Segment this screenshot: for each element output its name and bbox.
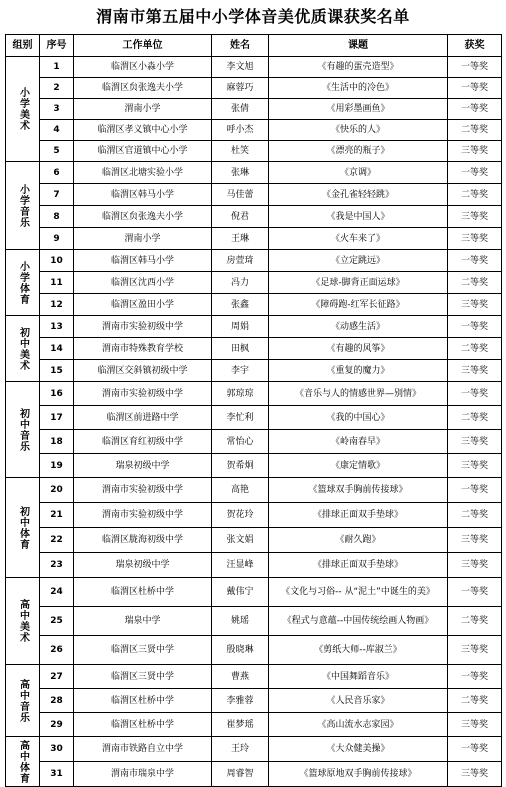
row-award: 三等奖 <box>448 206 502 228</box>
table-row <box>6 57 502 78</box>
row-index: 12 <box>40 294 74 316</box>
row-award: 三等奖 <box>448 294 502 316</box>
row-unit: 临渭区杜桥中学 <box>74 713 212 737</box>
row-index: 31 <box>40 762 74 787</box>
row-index: 9 <box>40 228 74 250</box>
table-row <box>6 78 502 99</box>
row-topic: 《火车来了》 <box>269 228 448 250</box>
row-name: 郭琼琼 <box>212 382 269 406</box>
group-label: 高中体育 <box>6 737 40 787</box>
table-row <box>6 553 502 578</box>
table-row <box>6 454 502 478</box>
row-topic: 《立定跳远》 <box>269 250 448 272</box>
row-award: 三等奖 <box>448 636 502 665</box>
row-name: 麻蓉巧 <box>212 78 269 99</box>
row-unit: 渭南小学 <box>74 228 212 250</box>
row-name: 房萱琦 <box>212 250 269 272</box>
row-topic: 《康定情歌》 <box>269 454 448 478</box>
row-index: 24 <box>40 578 74 607</box>
row-unit: 临渭区杜桥中学 <box>74 578 212 607</box>
row-topic: 《耐久跑》 <box>269 528 448 553</box>
row-topic: 《剪纸大师--库淑兰》 <box>269 636 448 665</box>
row-unit: 渭南市铁路自立中学 <box>74 737 212 762</box>
row-unit: 临渭区贠张逸夫小学 <box>74 78 212 99</box>
row-award: 三等奖 <box>448 454 502 478</box>
table-row <box>6 382 502 406</box>
row-index: 10 <box>40 250 74 272</box>
row-topic: 《我是中国人》 <box>269 206 448 228</box>
row-name: 姚瑶 <box>212 607 269 636</box>
row-name: 王琳 <box>212 228 269 250</box>
row-award: 三等奖 <box>448 141 502 162</box>
row-topic: 《动感生活》 <box>269 316 448 338</box>
table-row <box>6 360 502 382</box>
row-topic: 《漂亮的瓶子》 <box>269 141 448 162</box>
document-title: 渭南市第五届中小学体音美优质课获奖名单 <box>96 7 410 26</box>
row-index: 21 <box>40 503 74 528</box>
row-award: 二等奖 <box>448 184 502 206</box>
row-unit: 临渭区沈西小学 <box>74 272 212 294</box>
row-unit: 临渭区北塘实验小学 <box>74 162 212 184</box>
group-label: 小学音乐 <box>6 162 40 250</box>
row-topic: 《金孔雀轻轻跳》 <box>269 184 448 206</box>
row-award: 二等奖 <box>448 689 502 713</box>
row-topic: 《京调》 <box>269 162 448 184</box>
row-name: 殷晓琳 <box>212 636 269 665</box>
table-row <box>6 206 502 228</box>
group-label: 小学体育 <box>6 250 40 316</box>
row-unit: 瑞泉初级中学 <box>74 454 212 478</box>
row-name: 贺花玲 <box>212 503 269 528</box>
row-index: 20 <box>40 478 74 503</box>
row-name: 周睿智 <box>212 762 269 787</box>
table-row <box>6 636 502 665</box>
row-index: 16 <box>40 382 74 406</box>
row-index: 5 <box>40 141 74 162</box>
award-table <box>5 34 502 787</box>
row-unit: 临渭区韩马小学 <box>74 250 212 272</box>
row-award: 三等奖 <box>448 713 502 737</box>
row-topic: 《用彩墨画鱼》 <box>269 99 448 120</box>
row-index: 6 <box>40 162 74 184</box>
row-name: 周娟 <box>212 316 269 338</box>
row-topic: 《生活中的冷色》 <box>269 78 448 99</box>
group-label: 小学美术 <box>6 57 40 162</box>
row-index: 8 <box>40 206 74 228</box>
row-name: 呼小杰 <box>212 120 269 141</box>
table-header-row <box>6 35 502 57</box>
row-index: 1 <box>40 57 74 78</box>
header-unit: 工作单位 <box>74 35 212 57</box>
table-row <box>6 120 502 141</box>
row-unit: 临渭区三贤中学 <box>74 665 212 689</box>
row-index: 27 <box>40 665 74 689</box>
table-row <box>6 665 502 689</box>
row-unit: 瑞泉中学 <box>74 607 212 636</box>
row-unit: 渭南市实验初级中学 <box>74 316 212 338</box>
row-award: 三等奖 <box>448 528 502 553</box>
row-unit: 临渭区三贤中学 <box>74 636 212 665</box>
row-award: 三等奖 <box>448 430 502 454</box>
row-award: 一等奖 <box>448 250 502 272</box>
row-topic: 《重复的魔力》 <box>269 360 448 382</box>
row-topic: 《岭南春早》 <box>269 430 448 454</box>
table-row <box>6 338 502 360</box>
table-row <box>6 578 502 607</box>
row-unit: 渭南市瑞泉中学 <box>74 762 212 787</box>
row-name: 田枫 <box>212 338 269 360</box>
row-topic: 《程式与意蕴--中国传统绘画人物画》 <box>269 607 448 636</box>
table-row <box>6 250 502 272</box>
table-row <box>6 689 502 713</box>
row-award: 一等奖 <box>448 578 502 607</box>
row-name: 张文娟 <box>212 528 269 553</box>
row-index: 25 <box>40 607 74 636</box>
row-unit: 渭南市实验初级中学 <box>74 382 212 406</box>
row-award: 一等奖 <box>448 162 502 184</box>
table-row <box>6 162 502 184</box>
row-unit: 渭南小学 <box>74 99 212 120</box>
award-table-body <box>6 57 502 787</box>
table-row <box>6 272 502 294</box>
row-topic: 《篮球原地双手胸前传接球》 <box>269 762 448 787</box>
row-name: 李宇 <box>212 360 269 382</box>
table-row <box>6 430 502 454</box>
row-name: 崔梦瑶 <box>212 713 269 737</box>
row-index: 13 <box>40 316 74 338</box>
row-award: 一等奖 <box>448 99 502 120</box>
row-unit: 瑞泉初级中学 <box>74 553 212 578</box>
row-index: 11 <box>40 272 74 294</box>
row-unit: 临渭区官道镇中心小学 <box>74 141 212 162</box>
row-award: 二等奖 <box>448 406 502 430</box>
row-award: 一等奖 <box>448 665 502 689</box>
header-award: 获奖 <box>448 35 502 57</box>
row-name: 李雅蓉 <box>212 689 269 713</box>
header-index: 序号 <box>40 35 74 57</box>
header-name: 姓名 <box>212 35 269 57</box>
row-topic: 《大众健美操》 <box>269 737 448 762</box>
row-name: 李文旭 <box>212 57 269 78</box>
row-award: 一等奖 <box>448 316 502 338</box>
row-topic: 《快乐的人》 <box>269 120 448 141</box>
table-row <box>6 713 502 737</box>
row-award: 三等奖 <box>448 228 502 250</box>
row-topic: 《我的中国心》 <box>269 406 448 430</box>
row-unit: 临渭区育红初级中学 <box>74 430 212 454</box>
row-award: 二等奖 <box>448 272 502 294</box>
row-unit: 临渭区盈田小学 <box>74 294 212 316</box>
row-award: 二等奖 <box>448 120 502 141</box>
row-unit: 临渭区孝义镇中心小学 <box>74 120 212 141</box>
group-label: 初中体育 <box>6 478 40 578</box>
table-row <box>6 184 502 206</box>
table-row <box>6 607 502 636</box>
row-topic: 《音乐与人的情感世界—别情》 <box>269 382 448 406</box>
row-topic: 《文化与习俗-- 从“泥土”中诞生的美》 <box>269 578 448 607</box>
row-name: 冯力 <box>212 272 269 294</box>
row-topic: 《排球正面双手垫球》 <box>269 503 448 528</box>
row-name: 贺希炯 <box>212 454 269 478</box>
row-index: 2 <box>40 78 74 99</box>
row-topic: 《人民音乐家》 <box>269 689 448 713</box>
group-label: 初中美术 <box>6 316 40 382</box>
table-row <box>6 406 502 430</box>
row-index: 14 <box>40 338 74 360</box>
row-index: 4 <box>40 120 74 141</box>
row-award: 一等奖 <box>448 478 502 503</box>
row-name: 杜笑 <box>212 141 269 162</box>
row-award: 一等奖 <box>448 57 502 78</box>
row-unit: 临渭区韩马小学 <box>74 184 212 206</box>
row-award: 二等奖 <box>448 503 502 528</box>
row-award: 三等奖 <box>448 553 502 578</box>
row-unit: 临渭区杜桥中学 <box>74 689 212 713</box>
row-topic: 《障碍跑-红军长征路》 <box>269 294 448 316</box>
row-unit: 渭南市特殊教育学校 <box>74 338 212 360</box>
row-index: 30 <box>40 737 74 762</box>
row-award: 三等奖 <box>448 762 502 787</box>
row-unit: 临渭区胧海初级中学 <box>74 528 212 553</box>
row-index: 7 <box>40 184 74 206</box>
row-unit: 临渭区交斜镇初级中学 <box>74 360 212 382</box>
row-award: 三等奖 <box>448 360 502 382</box>
row-name: 张琳 <box>212 162 269 184</box>
row-award: 一等奖 <box>448 737 502 762</box>
table-row <box>6 528 502 553</box>
table-row <box>6 316 502 338</box>
row-index: 17 <box>40 406 74 430</box>
row-name: 马佳蕾 <box>212 184 269 206</box>
row-topic: 《有趣的风筝》 <box>269 338 448 360</box>
row-topic: 《篮球双手胸前传接球》 <box>269 478 448 503</box>
row-award: 二等奖 <box>448 338 502 360</box>
row-name: 王玲 <box>212 737 269 762</box>
row-award: 一等奖 <box>448 382 502 406</box>
table-row <box>6 503 502 528</box>
row-name: 高艳 <box>212 478 269 503</box>
header-group: 组别 <box>6 35 40 57</box>
group-label: 初中音乐 <box>6 382 40 478</box>
row-index: 23 <box>40 553 74 578</box>
table-row <box>6 141 502 162</box>
table-row <box>6 762 502 787</box>
table-row <box>6 294 502 316</box>
group-label: 高中美术 <box>6 578 40 665</box>
row-unit: 临渭区贠张逸夫小学 <box>74 206 212 228</box>
row-name: 汪显峰 <box>212 553 269 578</box>
row-topic: 《中国舞蹈音乐》 <box>269 665 448 689</box>
row-name: 李忙利 <box>212 406 269 430</box>
row-index: 29 <box>40 713 74 737</box>
row-index: 18 <box>40 430 74 454</box>
row-name: 张倩 <box>212 99 269 120</box>
row-index: 28 <box>40 689 74 713</box>
group-label: 高中音乐 <box>6 665 40 737</box>
row-name: 倪君 <box>212 206 269 228</box>
row-index: 3 <box>40 99 74 120</box>
row-topic: 《有趣的蛋壳造型》 <box>269 57 448 78</box>
row-topic: 《排球正面双手垫球》 <box>269 553 448 578</box>
row-unit: 临渭区前进路中学 <box>74 406 212 430</box>
row-index: 22 <box>40 528 74 553</box>
row-topic: 《足球-脚背正面运球》 <box>269 272 448 294</box>
table-row <box>6 737 502 762</box>
row-name: 曹燕 <box>212 665 269 689</box>
row-name: 戴伟宁 <box>212 578 269 607</box>
row-award: 二等奖 <box>448 607 502 636</box>
row-unit: 临渭区小淼小学 <box>74 57 212 78</box>
row-index: 26 <box>40 636 74 665</box>
row-index: 15 <box>40 360 74 382</box>
row-topic: 《高山流水志家园》 <box>269 713 448 737</box>
row-unit: 渭南市实验初级中学 <box>74 478 212 503</box>
table-row <box>6 228 502 250</box>
row-award: 一等奖 <box>448 78 502 99</box>
row-name: 常怡心 <box>212 430 269 454</box>
table-row <box>6 99 502 120</box>
row-unit: 渭南市实验初级中学 <box>74 503 212 528</box>
table-row <box>6 478 502 503</box>
header-topic: 课题 <box>269 35 448 57</box>
row-index: 19 <box>40 454 74 478</box>
row-name: 张鑫 <box>212 294 269 316</box>
